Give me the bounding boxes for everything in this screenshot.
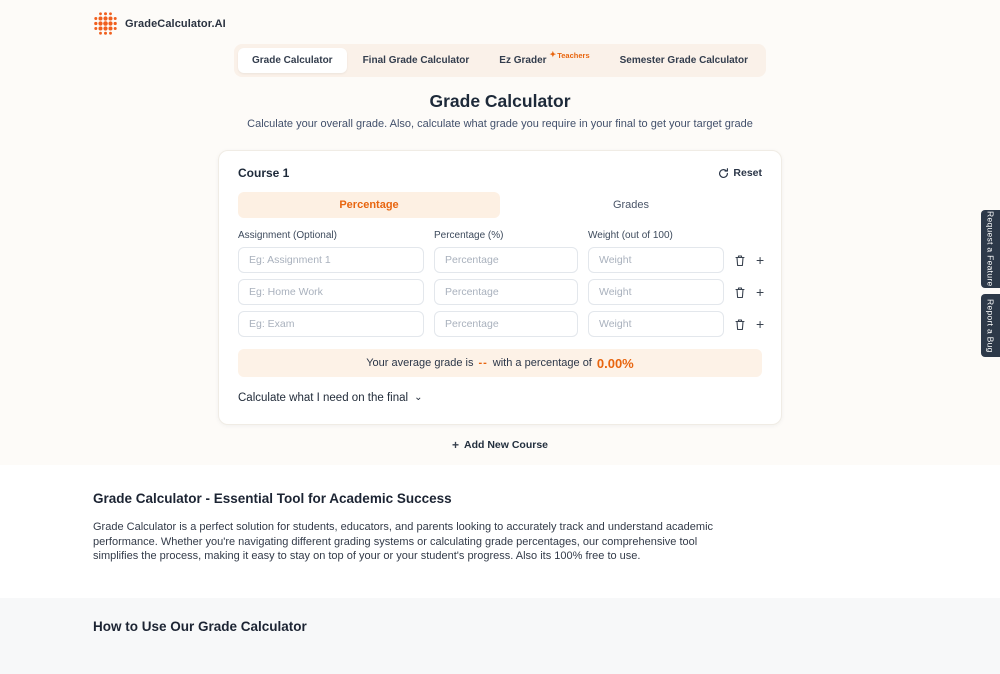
plus-icon: + bbox=[756, 252, 765, 268]
add-row-button[interactable] bbox=[756, 318, 764, 330]
trash-icon bbox=[734, 318, 746, 331]
course-title: Course 1 bbox=[238, 166, 290, 180]
trash-icon bbox=[734, 254, 746, 267]
add-new-course-button[interactable] bbox=[452, 439, 548, 451]
assignment-name-input[interactable] bbox=[238, 279, 424, 305]
average-percentage-value: 0.00% bbox=[596, 355, 634, 371]
sparkle-icon: ✦ bbox=[549, 50, 557, 59]
column-weight-label: Weight (out of 100) bbox=[588, 230, 673, 241]
delete-row-button[interactable] bbox=[734, 286, 746, 299]
weight-input[interactable] bbox=[588, 279, 724, 305]
assignment-name-input[interactable] bbox=[238, 247, 424, 273]
nav-tab-grade-calculator[interactable] bbox=[238, 48, 347, 73]
nav-tab-label: Grade Calculator bbox=[251, 55, 333, 66]
nav-tab-label: Ez Grader bbox=[499, 55, 547, 66]
page-title: Grade Calculator bbox=[429, 91, 571, 111]
column-assignment-label: Assignment (Optional) bbox=[238, 230, 337, 241]
percentage-input[interactable] bbox=[434, 247, 578, 273]
result-middle: with a percentage of bbox=[492, 357, 592, 369]
request-feature-button[interactable]: Request a Feature bbox=[981, 210, 1000, 288]
plus-icon: + bbox=[451, 438, 459, 452]
mode-tabs bbox=[238, 192, 762, 218]
result-prefix: Your average grade is bbox=[366, 357, 474, 369]
add-row-button[interactable] bbox=[756, 286, 764, 298]
weight-input[interactable] bbox=[588, 247, 724, 273]
course-card bbox=[218, 150, 782, 425]
calculator-nav bbox=[234, 44, 766, 77]
seo-paragraph: Grade Calculator is a perfect solution for students, educators, and parents looking to accurately track and understand academic performance. Whether you're navigating different grading systems or calculating grade percentages, our comprehensive tool simplifies the process, making it easy to stay on top of your or your student's progress. Also its 100% free to use. bbox=[93, 521, 714, 562]
average-grade-value: -- bbox=[478, 357, 488, 369]
average-result-bar bbox=[238, 349, 762, 377]
plus-icon: + bbox=[756, 284, 765, 300]
add-new-course-label: Add New Course bbox=[464, 439, 549, 451]
assignment-row bbox=[238, 311, 765, 337]
nav-tab-label: Semester Grade Calculator bbox=[619, 55, 749, 66]
assignment-name-input[interactable] bbox=[238, 311, 424, 337]
final-grade-toggle[interactable] bbox=[238, 392, 422, 404]
brand-name: GradeCalculator.AI bbox=[125, 17, 226, 30]
teachers-badge-label: Teachers bbox=[557, 51, 590, 60]
tab-grades[interactable]: Grades bbox=[500, 192, 762, 218]
topbar bbox=[0, 0, 1000, 36]
chevron-down-icon: ⌄ bbox=[414, 391, 423, 403]
assignment-row bbox=[238, 279, 765, 305]
tab-percentage[interactable]: Percentage bbox=[238, 192, 500, 218]
nav-tab-final-grade-calculator[interactable] bbox=[349, 48, 484, 73]
trash-icon bbox=[734, 286, 746, 299]
nav-tab-semester-grade-calculator[interactable] bbox=[606, 48, 762, 73]
final-grade-toggle-label: Calculate what I need on the final bbox=[238, 392, 409, 404]
brand-logo-icon bbox=[93, 11, 118, 36]
seo-heading: Grade Calculator - Essential Tool for Academic Success bbox=[93, 491, 452, 506]
delete-row-button[interactable] bbox=[734, 254, 746, 267]
add-row-button[interactable] bbox=[756, 254, 764, 266]
nav-tab-ez-grader[interactable] bbox=[485, 48, 603, 73]
page-subtitle: Calculate your overall grade. Also, calculate what grade you require in your final to get your target grade bbox=[247, 118, 753, 130]
howto-section bbox=[0, 598, 1000, 674]
weight-input[interactable] bbox=[588, 311, 724, 337]
reset-icon bbox=[718, 168, 729, 179]
delete-row-button[interactable] bbox=[734, 318, 746, 331]
percentage-input[interactable] bbox=[434, 311, 578, 337]
reset-button[interactable] bbox=[718, 167, 762, 179]
report-bug-button[interactable]: Report a Bug bbox=[981, 294, 1000, 357]
course-card-header bbox=[238, 166, 762, 180]
reset-label: Reset bbox=[733, 167, 762, 179]
brand[interactable] bbox=[93, 11, 226, 36]
assignment-row bbox=[238, 247, 765, 273]
column-headers bbox=[238, 230, 762, 241]
plus-icon: + bbox=[756, 316, 765, 332]
nav-tab-label: Final Grade Calculator bbox=[362, 55, 470, 66]
column-percentage-label: Percentage (%) bbox=[434, 230, 504, 241]
percentage-input[interactable] bbox=[434, 279, 578, 305]
seo-section bbox=[0, 465, 1000, 598]
howto-heading: How to Use Our Grade Calculator bbox=[93, 618, 307, 634]
teachers-badge bbox=[550, 51, 590, 60]
